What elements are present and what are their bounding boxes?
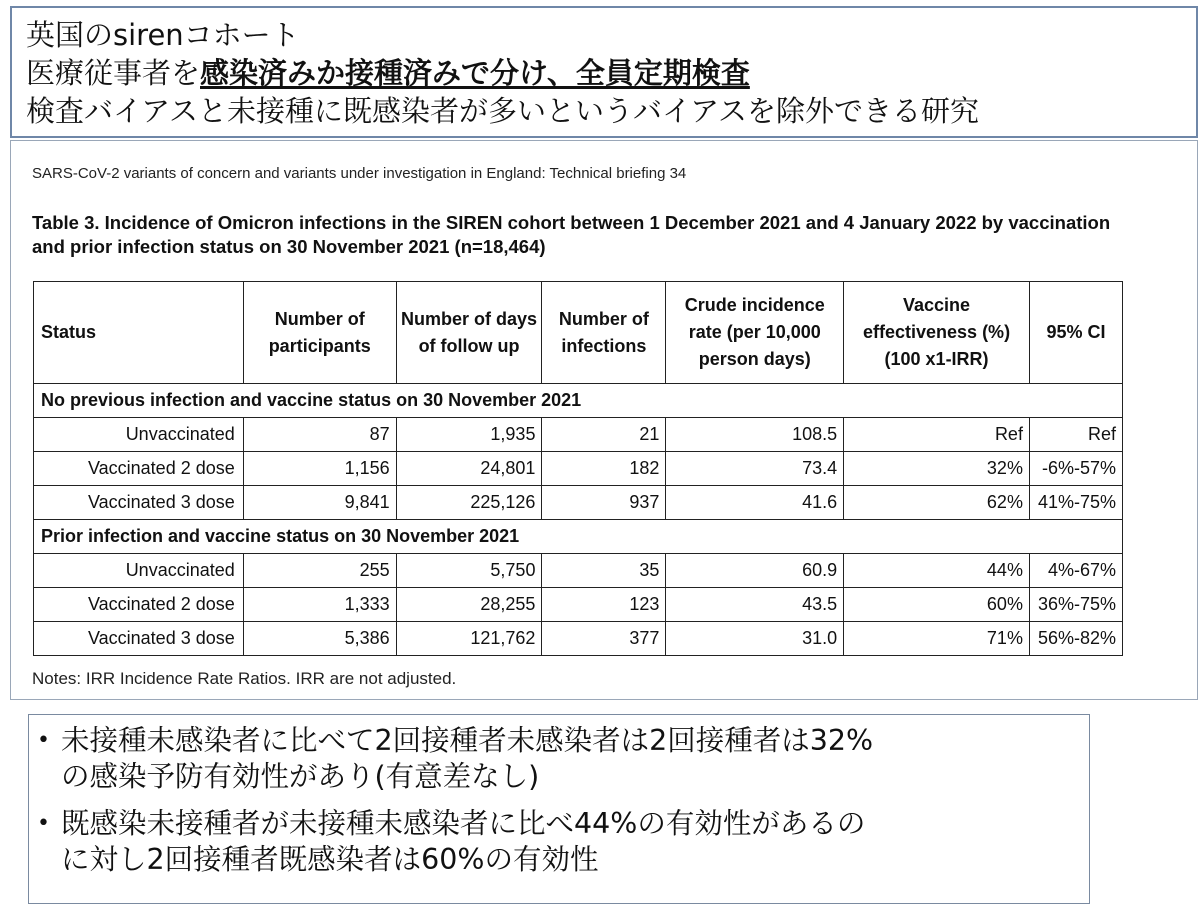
cell-ci: 4%-67% — [1029, 554, 1122, 588]
table-row — [34, 588, 1123, 622]
table-row — [34, 418, 1123, 452]
cell-ci: 41%-75% — [1029, 486, 1122, 520]
table-row — [34, 486, 1123, 520]
table-caption-line-1: Table 3. Incidence of Omicron infections in the SIREN cohort between 1 December 2021 and 4 January 2022 by vaccination — [32, 212, 1111, 233]
cell-ve: Ref — [844, 418, 1030, 452]
bullet-item — [35, 806, 1089, 878]
cell-participants: 1,156 — [243, 452, 396, 486]
title-line-1: 英国のsirenコホート — [26, 18, 300, 52]
section-row — [34, 384, 1123, 418]
header-rate: Crude incidence rate (per 10,000 person days) — [666, 282, 844, 384]
cell-infections: 123 — [542, 588, 666, 622]
cell-status: Vaccinated 3 dose — [34, 486, 244, 520]
table-caption-line-2: and prior infection status on 30 November 2021 (n=18,464) — [32, 236, 546, 257]
cell-days: 1,935 — [396, 418, 542, 452]
cell-status: Unvaccinated — [34, 418, 244, 452]
header-ve: Vaccine effectiveness (%) (100 x1-IRR) — [844, 282, 1030, 384]
bullet-dot-icon: • — [37, 811, 50, 836]
cell-ve: 32% — [844, 452, 1030, 486]
table-row — [34, 452, 1123, 486]
cell-infections: 182 — [542, 452, 666, 486]
cell-participants: 255 — [243, 554, 396, 588]
document-header: SARS-CoV-2 variants of concern and variants under investigation in England: Technical briefing 34 — [32, 165, 687, 182]
cell-days: 24,801 — [396, 452, 542, 486]
header-days: Number of days of follow up — [396, 282, 542, 384]
cell-ci: 36%-75% — [1029, 588, 1122, 622]
cell-infections: 377 — [542, 622, 666, 656]
cell-status: Vaccinated 3 dose — [34, 622, 244, 656]
bullet-dot-icon: • — [37, 728, 50, 753]
cell-infections: 35 — [542, 554, 666, 588]
cell-status: Vaccinated 2 dose — [34, 452, 244, 486]
cell-participants: 1,333 — [243, 588, 396, 622]
cell-days: 5,750 — [396, 554, 542, 588]
table-row — [34, 554, 1123, 588]
table-row — [34, 622, 1123, 656]
cell-days: 121,762 — [396, 622, 542, 656]
cell-ci: 56%-82% — [1029, 622, 1122, 656]
cell-infections: 937 — [542, 486, 666, 520]
cell-status: Vaccinated 2 dose — [34, 588, 244, 622]
table-notes: Notes: IRR Incidence Rate Ratios. IRR are not adjusted. — [32, 669, 457, 688]
table-header-row — [34, 282, 1123, 384]
bullet-item — [35, 723, 1089, 795]
title-line-2-emphasis: 感染済みか接種済みで分け、全員定期検査 — [200, 56, 750, 90]
bullet-2-line-1: 既感染未接種者が未接種未感染者に比べ44%の有効性があるの — [61, 807, 866, 840]
title-line-3: 検査バイアスと未接種に既感染者が多いというバイアスを除外できる研究 — [26, 94, 979, 128]
incidence-table — [33, 281, 1123, 656]
title-line-2-prefix: 医療従事者を — [26, 56, 201, 90]
cell-rate: 73.4 — [666, 452, 844, 486]
title-line-2 — [26, 54, 1196, 92]
cell-status: Unvaccinated — [34, 554, 244, 588]
section-title: Prior infection and vaccine status on 30 November 2021 — [34, 520, 1123, 554]
cell-ve: 44% — [844, 554, 1030, 588]
document-excerpt — [10, 140, 1198, 700]
cell-ve: 60% — [844, 588, 1030, 622]
cell-days: 28,255 — [396, 588, 542, 622]
cell-ve: 62% — [844, 486, 1030, 520]
cell-rate: 60.9 — [666, 554, 844, 588]
cell-days: 225,126 — [396, 486, 542, 520]
section-row — [34, 520, 1123, 554]
bullet-2-line-2: に対し2回接種者既感染者は60%の有効性 — [61, 843, 599, 876]
cell-participants: 9,841 — [243, 486, 396, 520]
cell-rate: 31.0 — [666, 622, 844, 656]
cell-rate: 41.6 — [666, 486, 844, 520]
header-status: Status — [34, 282, 244, 384]
table-body — [34, 384, 1123, 656]
cell-ve: 71% — [844, 622, 1030, 656]
header-ci: 95% CI — [1029, 282, 1122, 384]
cell-participants: 87 — [243, 418, 396, 452]
section-title: No previous infection and vaccine status on 30 November 2021 — [34, 384, 1123, 418]
title-box — [10, 6, 1198, 138]
header-infections: Number of infections — [542, 282, 666, 384]
bullet-1-line-2: の感染予防有効性があり(有意差なし) — [61, 760, 540, 793]
summary-bullets — [28, 714, 1090, 904]
cell-infections: 21 — [542, 418, 666, 452]
cell-participants: 5,386 — [243, 622, 396, 656]
cell-ci: -6%-57% — [1029, 452, 1122, 486]
table-caption — [32, 211, 1198, 259]
cell-rate: 108.5 — [666, 418, 844, 452]
header-participants: Number of participants — [243, 282, 396, 384]
cell-rate: 43.5 — [666, 588, 844, 622]
bullet-1-line-1: 未接種未感染者に比べて2回接種者未感染者は2回接種者は32% — [61, 724, 874, 757]
cell-ci: Ref — [1029, 418, 1122, 452]
